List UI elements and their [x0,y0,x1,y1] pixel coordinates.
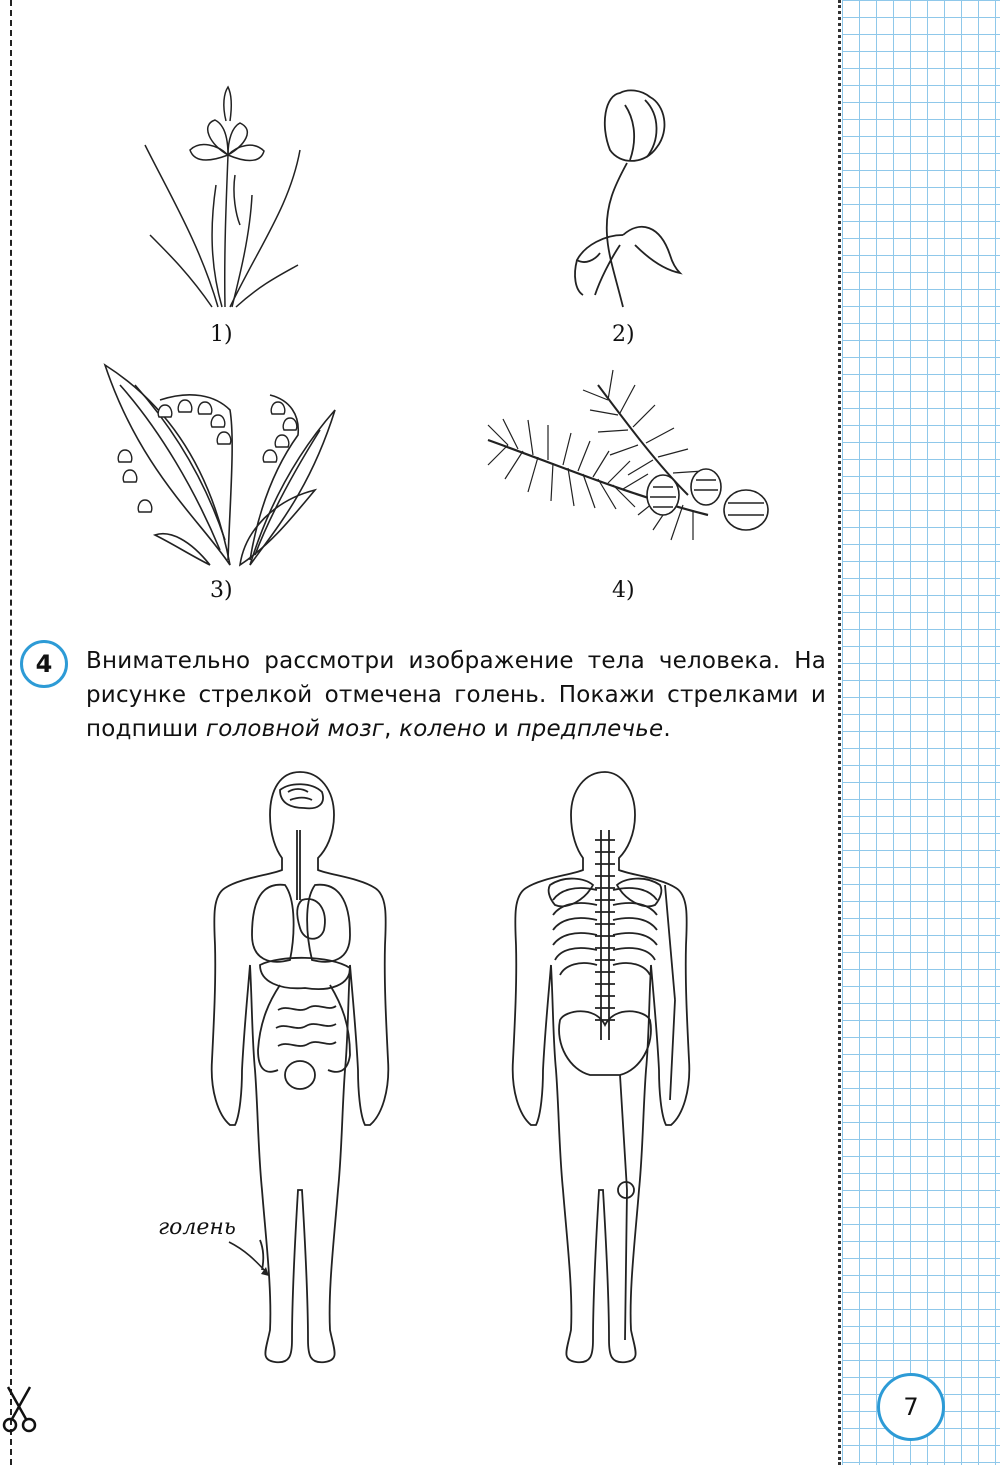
task-instruction [86,644,826,746]
pine-branch-icon [478,365,773,565]
term-forearm: предплечье [516,716,664,742]
figure-number: 4) [612,578,635,603]
cut-line [10,0,12,1465]
figure-number: 2) [612,322,635,347]
figure-number: 3) [210,578,233,603]
lily-of-the-valley-icon [100,360,340,570]
grid-margin [842,0,1000,1465]
margin-border [838,0,841,1465]
iris-flower-icon [140,85,310,310]
tulip-flower-icon [565,85,685,310]
page-number: 7 [877,1373,945,1441]
separator: и [486,716,517,742]
task-text: Внимательно рассмотри изображение тела человека. На рисунке стрелкой отмечена голень. Покажи стрелками и подпиши [86,648,826,742]
task-number-badge: 4 [20,640,68,688]
separator: , [384,716,400,742]
shin-label: голень [158,1215,236,1240]
sentence-end: . [663,716,671,742]
figure-number: 1) [210,322,233,347]
human-body-skeleton-icon [505,770,705,1370]
scissors-icon [2,1385,38,1433]
term-knee: колено [399,716,487,742]
human-body-organs-icon [200,770,405,1370]
shin-arrow-icon [225,1240,275,1280]
term-brain: головной мозг [205,716,385,742]
